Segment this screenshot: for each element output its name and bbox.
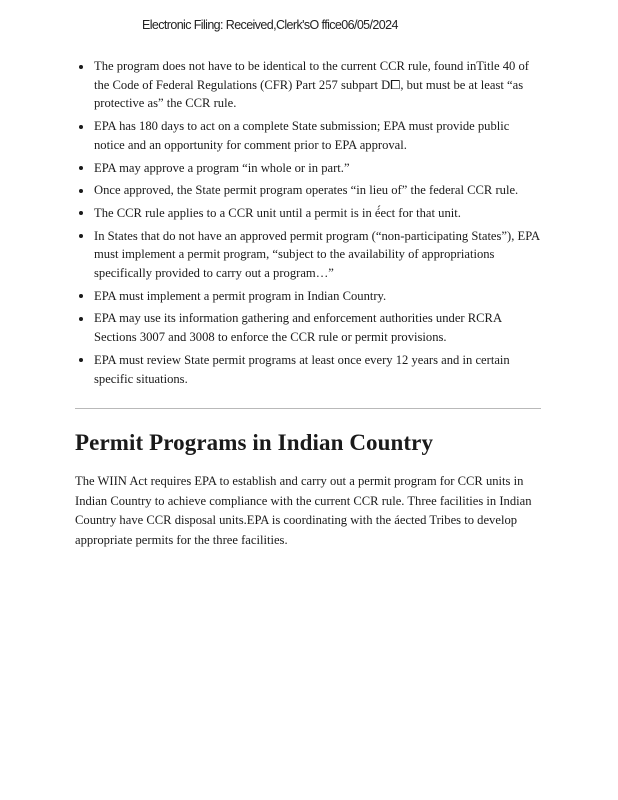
section-divider [75,408,541,409]
list-item: EPA must review State permit programs at least once every 12 years and in certain specific situations. [75,351,543,388]
requirements-list [75,57,543,392]
section-title: Permit Programs in Indian Country [75,430,434,455]
list-item: In States that do not have an approved permit program (“non-participating States”), EPA must implement a permit program, “subject to the availability of appropriations specifically provided to carry out a program…” [75,227,543,283]
list-item: EPA must implement a permit program in Indian Country. [75,287,543,306]
list-item: EPA may use its information gathering and enforcement authorities under RCRA Sections 3007 and 3008 to enforce the CCR rule or permit provisions. [75,309,543,346]
section-body: The WIIN Act requires EPA to establish and carry out a permit program for CCR units in Indian Country to achieve compliance with the current CCR rule. Three facilities in Indian Country have CCR disposal units.EPA is coordinating with the áected Tribes to develop appropriate permits for the three facilities. [75,474,532,547]
list-item: EPA may approve a program “in whole or in part.” [75,159,543,178]
filing-stamp-header: Electronic Filing: Received,Clerk'sO ffice06/05/2024 [142,18,398,32]
list-item: The CCR rule applies to a CCR unit until a permit is in é́ect for that unit. [75,204,543,223]
list-item: Once approved, the State permit program operates “in lieu of” the federal CCR rule. [75,181,543,200]
list-item: EPA has 180 days to act on a complete State submission; EPA must provide public notice and an opportunity for comment prior to EPA approval. [75,117,543,154]
list-item: The program does not have to be identical to the current CCR rule, found inTitle 40 of the Code of Federal Regulations (CFR) Part 257 subpart D⧠, but must be at least “as protective as” the CCR rule. [75,57,543,113]
